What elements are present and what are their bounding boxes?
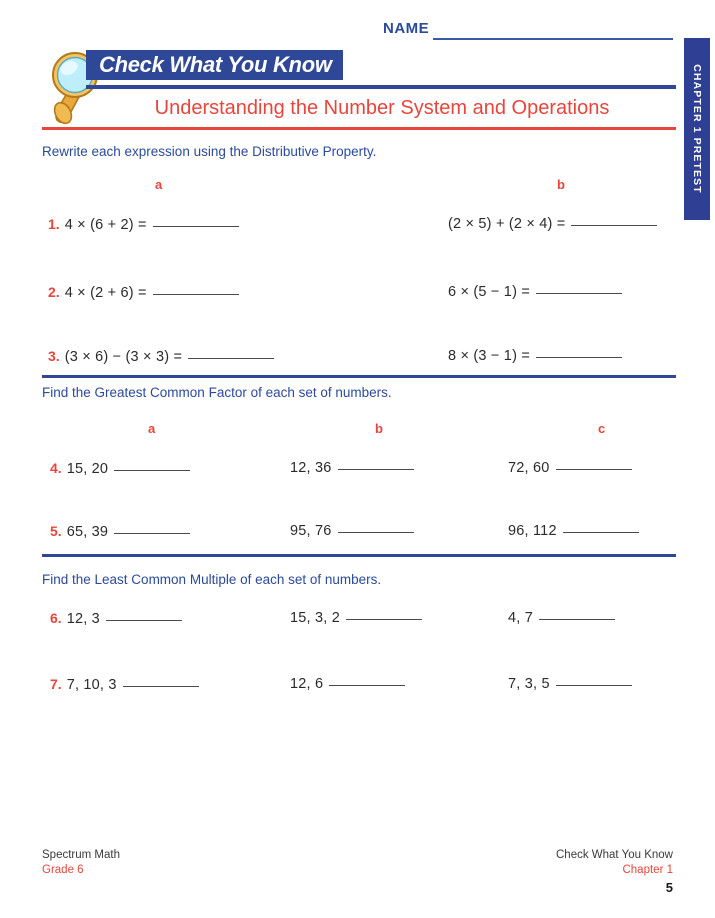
problem-number-7: 7.: [50, 676, 62, 692]
header-blue-rule: [86, 85, 676, 89]
problem-row-1-col-a: [48, 216, 239, 233]
page-subtitle: Understanding the Number System and Operations: [154, 96, 610, 119]
subtitle-container: [86, 92, 678, 124]
footer-right: [556, 848, 673, 878]
problem-5a-text: 65, 39: [66, 524, 109, 540]
problem-number-6: 6.: [50, 610, 62, 626]
problem-4c-text: 72, 60: [508, 460, 550, 476]
answer-blank-4a[interactable]: [114, 470, 190, 471]
page-number: 5: [665, 880, 673, 895]
problem-row-4-col-b: [290, 460, 414, 476]
problem-6c-text: 4, 7: [508, 610, 533, 626]
answer-blank-4c[interactable]: [556, 469, 632, 470]
problem-row-2-col-b: [448, 284, 622, 300]
problem-row-7-col-c: [508, 676, 632, 692]
answer-blank-2a[interactable]: [153, 294, 239, 295]
answer-blank-5c[interactable]: [563, 532, 639, 533]
problem-row-7-col-b: [290, 676, 405, 692]
answer-blank-5a[interactable]: [114, 533, 190, 534]
footer-grade: Grade 6: [42, 864, 84, 876]
chapter-tab-label: CHAPTER 1 PRETEST: [691, 64, 703, 194]
answer-blank-6c[interactable]: [539, 619, 615, 620]
problem-3a-text: (3 × 6) − (3 × 3) =: [64, 349, 183, 365]
section-divider-2: [42, 554, 676, 557]
problem-row-6-col-c: [508, 610, 615, 626]
instruction-section-2: Find the Greatest Common Factor of each set of numbers.: [42, 385, 392, 400]
problem-4b-text: 12, 36: [290, 460, 332, 476]
problem-row-1-col-b: [448, 216, 657, 232]
problem-1a-text: 4 × (6 + 2) =: [64, 217, 147, 233]
answer-blank-1b[interactable]: [571, 225, 657, 226]
instruction-section-1: Rewrite each expression using the Distributive Property.: [42, 144, 377, 159]
section-divider-1: [42, 375, 676, 378]
problem-5c-text: 96, 112: [508, 523, 557, 539]
header-red-rule: [42, 127, 676, 130]
problem-number-5: 5.: [50, 523, 62, 539]
name-label: NAME: [383, 20, 430, 37]
problem-row-7-col-a: [50, 676, 199, 693]
answer-blank-7a[interactable]: [123, 686, 199, 687]
problem-5b-text: 95, 76: [290, 523, 332, 539]
answer-blank-1a[interactable]: [153, 226, 239, 227]
problem-2a-text: 4 × (2 + 6) =: [64, 285, 147, 301]
column-label-a-section-2: a: [148, 421, 156, 436]
problem-6a-text: 12, 3: [66, 611, 100, 627]
footer-section-title: Check What You Know: [556, 849, 673, 861]
answer-blank-3a[interactable]: [188, 358, 274, 359]
problem-row-5-col-b: [290, 523, 414, 539]
problem-7c-text: 7, 3, 5: [508, 676, 550, 692]
problem-7b-text: 12, 6: [290, 676, 324, 692]
answer-blank-4b[interactable]: [338, 469, 414, 470]
answer-blank-3b[interactable]: [536, 357, 622, 358]
name-field[interactable]: [383, 20, 673, 46]
problem-row-4-col-c: [508, 460, 632, 476]
problem-row-2-col-a: [48, 284, 239, 301]
answer-blank-7b[interactable]: [329, 685, 405, 686]
problem-row-6-col-a: [50, 610, 182, 627]
problem-4a-text: 15, 20: [66, 461, 109, 477]
problem-row-6-col-b: [290, 610, 422, 626]
answer-blank-2b[interactable]: [536, 293, 622, 294]
footer-book-title: Spectrum Math: [42, 849, 120, 861]
name-write-line[interactable]: [433, 38, 673, 40]
footer-chapter: Chapter 1: [622, 864, 673, 876]
banner-title: Check What You Know: [99, 52, 332, 77]
problem-row-3-col-b: [448, 348, 622, 364]
chapter-pretest-tab: [684, 38, 710, 220]
problem-row-4-col-a: [50, 460, 190, 477]
answer-blank-7c[interactable]: [556, 685, 632, 686]
problem-number-2: 2.: [48, 284, 60, 300]
footer-left: [42, 848, 120, 878]
column-label-b-section-2: b: [375, 421, 383, 436]
check-what-you-know-banner: [86, 50, 343, 80]
problem-6b-text: 15, 3, 2: [290, 610, 340, 626]
problem-3b-text: 8 × (3 − 1) =: [448, 348, 530, 364]
answer-blank-5b[interactable]: [338, 532, 414, 533]
problem-row-5-col-a: [50, 523, 190, 540]
column-label-b-section-1: b: [557, 177, 565, 192]
problem-1b-text: (2 × 5) + (2 × 4) =: [448, 216, 566, 232]
answer-blank-6a[interactable]: [106, 620, 182, 621]
problem-number-3: 3.: [48, 348, 60, 364]
instruction-section-3: Find the Least Common Multiple of each set of numbers.: [42, 572, 382, 587]
column-label-c-section-2: c: [598, 421, 606, 436]
problem-row-3-col-a: [48, 348, 274, 365]
column-label-a-section-1: a: [155, 177, 163, 192]
problem-number-4: 4.: [50, 460, 62, 476]
answer-blank-6b[interactable]: [346, 619, 422, 620]
problem-7a-text: 7, 10, 3: [66, 677, 117, 693]
problem-number-1: 1.: [48, 216, 60, 232]
problem-2b-text: 6 × (5 − 1) =: [448, 284, 530, 300]
problem-row-5-col-c: [508, 523, 639, 539]
